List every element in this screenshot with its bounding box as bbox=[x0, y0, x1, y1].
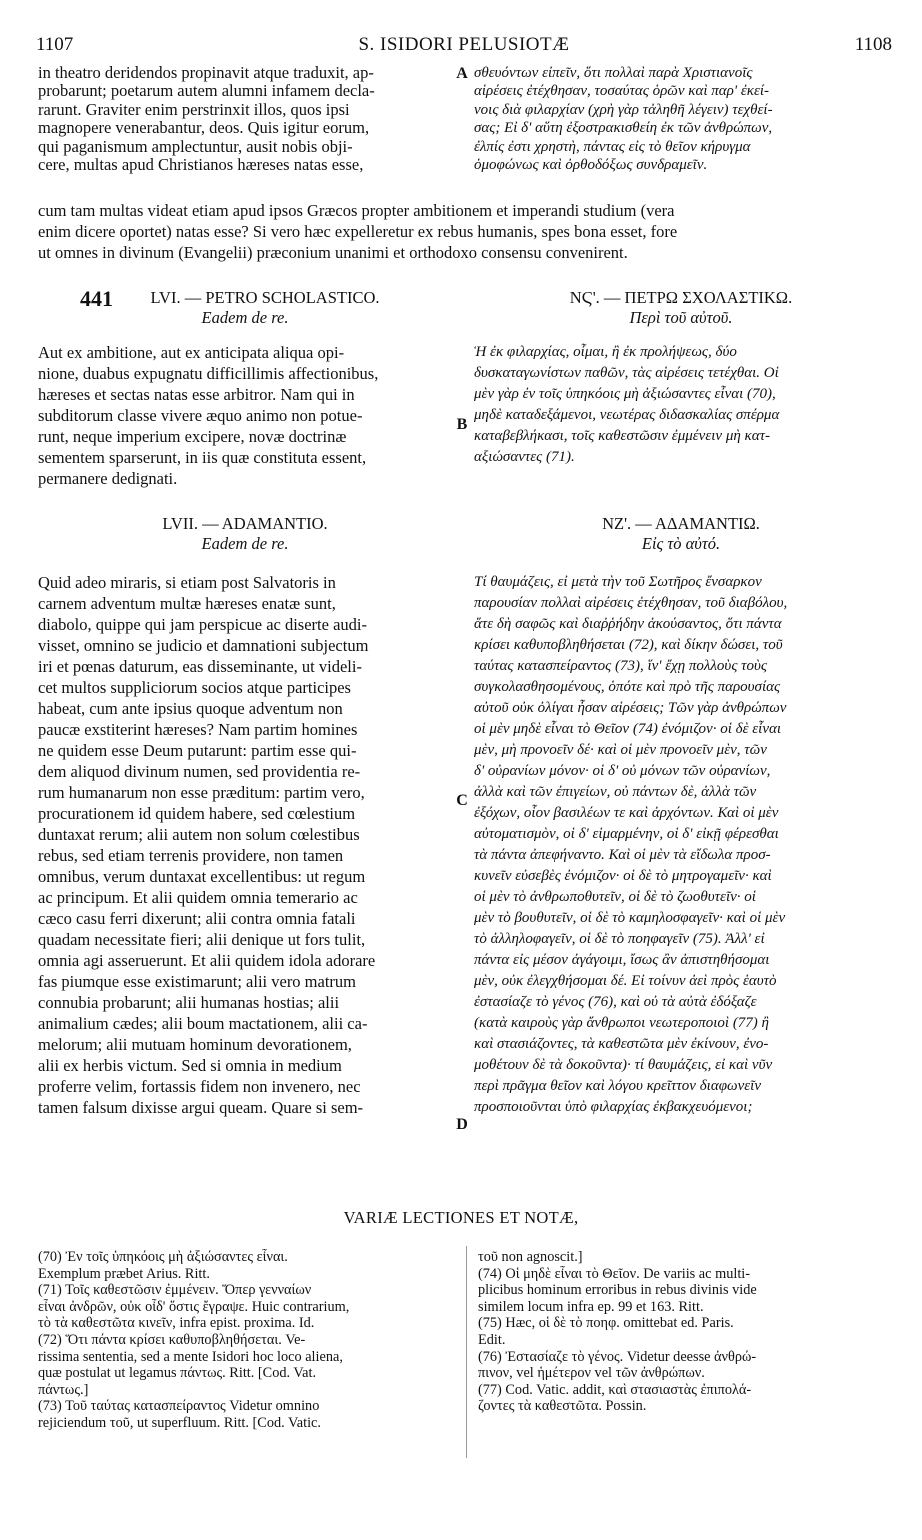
running-title: S. ISIDORI PELUSIOTÆ bbox=[358, 34, 570, 55]
text-line: σας; Εἰ δ' αὕτη ἐξοστρακισθείη ἐκ τῶν ἀνθρώπων, bbox=[474, 120, 773, 137]
margin-marker-c: C bbox=[456, 792, 468, 809]
note-line: (74) Οἱ μηδὲ εἶναι τὸ Θεῖον. De variis ac multi- bbox=[478, 1265, 751, 1282]
note-line: rissima sententia, sed a mente Isidori hoc loco aliena, bbox=[38, 1348, 343, 1365]
note-line: (73) Τοῦ ταύτας κατασπείραντος Videtur omnino bbox=[38, 1398, 320, 1415]
text-line: animalium cædes; alii boum mactationem, alii ca- bbox=[38, 1014, 368, 1033]
left-column-number: 1107 bbox=[36, 34, 74, 55]
text-line: in theatro deridendos propinavit atque traduxit, ap- bbox=[38, 64, 374, 82]
letter56-greek-subtitle: Περὶ τοῦ αὐτοῦ. bbox=[629, 308, 733, 327]
text-line: hæreses et sectas natas esse arbitror. Nam qui in bbox=[38, 385, 355, 404]
text-line: enim dicere oportet) natas esse? Si vero hæc expelleretur ex rebus humanis, spes bona esset, fore bbox=[38, 222, 678, 241]
text-line: paucæ exstiterint hæreses? Nam partim homines bbox=[38, 720, 358, 739]
text-line: καὶ στασιάζοντες, τὰ καθεστῶτα μὲν ἐκίνουν, ἐνο- bbox=[474, 1036, 769, 1052]
note-line: similem locum infra ep. 99 et 163. Ritt. bbox=[478, 1298, 704, 1315]
text-line: iri et pœnas daturum, eas disseminante, ut videli- bbox=[38, 657, 362, 676]
text-line: σθευόντων εἰπεῖν, ὅτι πολλαὶ παρὰ Χριστιανοῖς bbox=[474, 65, 753, 81]
text-line: οἱ μὲν μηδὲ εἶναι τὸ Θεῖον (74) ἐνόμιζον· οἱ δὲ εἶναι bbox=[474, 721, 782, 737]
text-line: αἱρέσεις ἐτέχθησαν, τοσαύτας ὁρῶν καὶ παρ' ἐκεί- bbox=[474, 83, 770, 100]
note-line: (72) Ὅτι πάντα κρίσει καθυποβληθήσεται. Ve- bbox=[38, 1331, 306, 1348]
note-line: πάντως.] bbox=[38, 1381, 89, 1398]
column-number-marker: 441 bbox=[80, 286, 113, 311]
letter57-latin-text bbox=[38, 572, 452, 1118]
text-line: cæco casu ferri dixerunt; alii contra omnia fatali bbox=[38, 909, 356, 928]
text-line: ἐλπίς ἐστι χρηστὴ, πάντας εἰς τὸ θεῖον κήρυγμα bbox=[474, 138, 751, 155]
text-line: diabolo, quippe qui jam perspicue ac diserte audi- bbox=[38, 615, 367, 634]
note-line: (71) Τοῖς καθεστῶσιν ἐμμένειν. Ὅπερ γενναίων bbox=[38, 1282, 312, 1299]
text-line: συγκολασθησομένους, ὁπότε καὶ πρὸ τῆς παρουσίας bbox=[474, 679, 781, 695]
letter57-greek-heading bbox=[474, 514, 888, 554]
text-line: magnopere venerabantur, deos. Quis igitur eorum, bbox=[38, 119, 370, 138]
text-line: rebus, sed etiam terrenis providere, non tamen bbox=[38, 846, 344, 865]
note-line: (70) Ἐν τοῖς ὑπηκόοις μὴ ἀξιώσαντες εἶναι. bbox=[38, 1249, 288, 1265]
note-line: quæ postulat ut legamus πάντως. Ritt. [Cod. Vat. bbox=[38, 1365, 317, 1382]
note-line: Exemplum præbet Arius. Ritt. bbox=[38, 1265, 210, 1282]
margin-marker-a: A bbox=[456, 65, 468, 82]
letter57-latin-heading bbox=[38, 514, 452, 554]
text-line: νοις διὰ φιλαρχίαν (χρὴ γὰρ τἀληθῆ λέγειν) τεχθεί- bbox=[474, 101, 773, 118]
letter57-greek-text bbox=[474, 572, 888, 1118]
text-line: δ' οὐρανίων μόνον· οἱ δ' οὐ μόνων τῶν οὐρανίων, bbox=[474, 763, 771, 779]
note-line: εἶναι ἀνδρῶν, οὐκ οἶδ' ὅστις ἔγραψε. Huic contrarium, bbox=[38, 1298, 350, 1315]
note-line: ζοντες τὰ καθεστῶτα. Possin. bbox=[478, 1398, 647, 1415]
note-line: Edit. bbox=[478, 1331, 506, 1348]
letter57-greek-title: ΝΖ'. — ΑΔΑΜΑΝΤΙΩ. bbox=[602, 514, 760, 533]
text-line: δυσκαταγωνίστων παθῶν, τὰς αἱρέσεις τετέχθαι. Οἱ bbox=[474, 365, 779, 381]
text-line: runt, neque imperium excipere, novæ doctrinæ bbox=[38, 427, 347, 446]
text-line: Quid adeo miraris, si etiam post Salvatoris in bbox=[38, 573, 336, 592]
text-line: μηδὲ καταδεξάμενοι, νεωτέρας διδασκαλίας σπέρμα bbox=[474, 407, 780, 423]
text-line: μοθέτουν δὲ τὰ δοκοῦντα)· τί θαυμάζεις, εἰ καὶ νῦν bbox=[474, 1057, 773, 1073]
top-latin-column bbox=[38, 64, 452, 174]
text-line: permanere dedignati. bbox=[38, 469, 178, 488]
text-line: quadam necessitate fieri; alii denique ut fors tulit, bbox=[38, 930, 366, 949]
letter57-latin-title: LVII. — ADAMANTIO. bbox=[162, 514, 328, 533]
text-line: καταβεβλήκασι, τοῖς καθεστῶσιν ἐμμένειν μὴ κατ- bbox=[474, 428, 770, 444]
notes-column-divider bbox=[466, 1246, 467, 1458]
text-line: proferre velim, fortassis fidem non invenero, nec bbox=[38, 1077, 361, 1096]
text-line: tamen falsum dixisse argui queam. Quare si sem- bbox=[38, 1098, 364, 1117]
text-line: omnia agi asseruerunt. Et alii quidem idola adorare bbox=[38, 951, 376, 970]
text-line: qui paganismum amplectuntur, ausit nobis obji- bbox=[38, 137, 353, 156]
text-line: carnem adventum multæ hæreses enatæ sunt, bbox=[38, 594, 336, 613]
letter57-greek-subtitle: Εἰς τὸ αὐτό. bbox=[641, 534, 721, 553]
notes-right-column bbox=[478, 1249, 892, 1415]
text-line: cere, multas apud Christianos hæreses natas esse, bbox=[38, 155, 364, 174]
text-line: κυνεῖν εὐσεβὲς ἐνόμιζον· οἱ δὲ τὸ μητρογαμεῖν· καὶ bbox=[474, 868, 772, 884]
text-line: προσποιοῦνται ὑπὸ φιλαρχίας ἐκβακχευόμενοι; bbox=[474, 1099, 753, 1115]
note-line: τὸ τὰ καθεστῶτα κινεῖν, infra epist. proxima. Id. bbox=[38, 1315, 315, 1332]
text-line: ἐξόχων, οἷον βασιλέων τε καὶ ἀρχόντων. Καὶ οἱ μὲν bbox=[474, 805, 779, 821]
notes-left-column bbox=[38, 1249, 456, 1432]
text-line: visset, omnino se judicio et damnationi subjectum bbox=[38, 636, 369, 655]
text-line: τὸ ἀλληλοφαγεῖν, οἱ δὲ τὸ ποηφαγεῖν (75). Ἀλλ' εἰ bbox=[474, 931, 765, 947]
text-line: μὲν, μὴ προνοεῖν δέ· καὶ οἱ μὲν προνοεῖν μὲν, τῶν bbox=[474, 742, 767, 758]
text-line: μὲν γὰρ ἐν τοῖς ὑπηκόοις μὴ ἀξιώσαντες εἶναι (70), bbox=[474, 386, 776, 402]
letter56-latin-text bbox=[38, 342, 452, 489]
text-line: ἀλλὰ καὶ τῶν ἐπιγείων, οὐ πάντων δὲ, ἀλλὰ τῶν bbox=[474, 784, 757, 800]
text-line: rum humanarum non esse præditum: partim vero, bbox=[38, 783, 365, 802]
note-line: (75) Hæc, οἱ δὲ τὸ ποηφ. omittebat ed. Paris. bbox=[478, 1315, 734, 1332]
text-line: μὲν τὸ βουθυτεῖν, οἱ δὲ τὸ καμηλοσφαγεῖν· καὶ οἱ μὲν bbox=[474, 910, 786, 926]
text-line: sementem sparserunt, in iis quæ constituta essent, bbox=[38, 448, 367, 467]
letter56-latin-heading bbox=[38, 288, 452, 328]
text-line: Ἡ ἐκ φιλαρχίας, οἶμαι, ἢ ἐκ προλήψεως, δύο bbox=[474, 344, 737, 360]
text-line: cet multos suppliciorum socios atque participes bbox=[38, 678, 351, 697]
note-line: (76) Ἐστασίαζε τὸ γένος. Videtur deesse ἀνθρώ- bbox=[478, 1348, 757, 1365]
running-header bbox=[36, 34, 892, 58]
text-line: subditorum classe vivere æquo animo non potue- bbox=[38, 406, 363, 425]
text-line: duntaxat rerum; alii autem non solum cœlestibus bbox=[38, 825, 360, 844]
text-line: melorum; alii mutuam hominum devorationem, bbox=[38, 1035, 352, 1054]
text-line: οἱ μὲν τὸ ἀνθρωποθυτεῖν, οἱ δὲ τὸ ζωοθυτεῖν· οἱ bbox=[474, 889, 756, 905]
top-full-width-text bbox=[38, 200, 886, 263]
text-line: cum tam multas videat etiam apud ipsos Græcos propter ambitionem et imperandi studium (vera bbox=[38, 201, 675, 220]
text-line: αξιώσαντες (71). bbox=[474, 449, 575, 465]
text-line: κρίσει καθυποβληθήσεται (72), καὶ δίκην δώσει, τοῦ bbox=[474, 637, 783, 653]
note-line: πινον, vel ἡμέτερον vel τῶν ἀνθρώπων. bbox=[478, 1365, 705, 1382]
text-line: omnibus, verum duntaxat excellentibus: ut regum bbox=[38, 867, 366, 886]
text-line: rarunt. Graviter enim perstrinxit illos, quos ipsi bbox=[38, 100, 350, 119]
letter56-greek-heading bbox=[474, 288, 888, 328]
text-line: ἐστασίαζε τὸ γένος (76), καὶ οὐ τὰ αὐτὰ ἐδόξαζε bbox=[474, 994, 757, 1010]
text-line: αὐτοματισμὸν, οἱ δ' εἱμαρμένην, οἱ δ' εἰκῇ φέρεσθαι bbox=[474, 826, 779, 842]
text-line: connubia probarunt; alii humanas hostias; alii bbox=[38, 993, 340, 1012]
text-line: τὰ πάντα ἀπεφήναντο. Καὶ οἱ μὲν τὰ εἴδωλα προσ- bbox=[474, 847, 771, 863]
text-line: πάντα εἰς μέσον ἀγάγοιμι, ἴσως ἂν ἀπιστηθήσομαι bbox=[474, 952, 770, 968]
text-line: probarunt; poetarum autem alumni infamem decla- bbox=[38, 82, 375, 101]
letter57-latin-subtitle: Eadem de re. bbox=[201, 534, 289, 553]
text-line: Aut ex ambitione, aut ex anticipata aliqua opi- bbox=[38, 343, 345, 362]
text-line: παρουσίαν πολλαὶ αἱρέσεις ἐτέχθησαν, τοῦ διαβόλου, bbox=[474, 595, 788, 611]
text-line: alii ex herbis victum. Sed si omnia in medium bbox=[38, 1056, 342, 1075]
right-column-number: 1108 bbox=[854, 34, 892, 55]
text-line: (κατὰ καιροὺς γὰρ ἄνθρωποι νεωτεροποιοὶ (77) ἢ bbox=[474, 1015, 769, 1031]
margin-marker-b: B bbox=[456, 416, 468, 433]
text-line: fas piumque esse existimarunt; alii vero matrum bbox=[38, 972, 357, 991]
note-line: τοῦ non agnoscit.] bbox=[478, 1249, 583, 1265]
letter56-latin-title: LVI. — PETRO SCHOLASTICO. bbox=[150, 288, 380, 307]
letter56-greek-text bbox=[474, 342, 888, 468]
text-line: αὐτοῦ οὐκ ὀλίγαι ἦσαν αἱρέσεις; Τῶν γὰρ ἀνθρώπων bbox=[474, 700, 787, 716]
note-line: plicibus hominum erroribus in rebus divinis vide bbox=[478, 1282, 757, 1299]
text-line: habeat, cum ante ipsius quoque adventum non bbox=[38, 699, 343, 718]
top-greek-column bbox=[474, 64, 888, 174]
text-line: procurationem id quidem habere, sed cœlestium bbox=[38, 804, 356, 823]
note-line: rejiciendum τοῦ, ut superfluum. Ritt. [Cod. Vatic. bbox=[38, 1414, 321, 1431]
text-line: ταύτας κατασπείραντος (73), ἵν' ἔχῃ πολλοὺς τοὺς bbox=[474, 658, 767, 674]
text-line: ac principum. Et alii quidem omnia temerario ac bbox=[38, 888, 358, 907]
text-line: dem aliquod divinum numen, sed providentia re- bbox=[38, 762, 361, 781]
margin-marker-d: D bbox=[456, 1116, 468, 1133]
letter56-latin-subtitle: Eadem de re. bbox=[201, 308, 289, 327]
text-line: μὲν, οὐκ ἐλεγχθήσομαι δέ. Εἰ τοίνυν ἀεὶ πρὸς ἑαυτὸ bbox=[474, 973, 777, 989]
letter56-greek-title: ΝϚ'. — ΠΕΤΡΩ ΣΧΟΛΑΣΤΙΚΩ. bbox=[569, 288, 793, 307]
note-line: (77) Cod. Vatic. addit, καὶ στασιαστὰς ἐπιπολά- bbox=[478, 1381, 752, 1398]
text-line: ὁμοφώνως καὶ ὀρθοδόξως συνδραμεῖν. bbox=[474, 156, 708, 173]
text-line: nione, duabus expugnatu difficillimis affectionibus, bbox=[38, 364, 379, 383]
text-line: Τί θαυμάζεις, εἰ μετὰ τὴν τοῦ Σωτῆρος ἔνσαρκον bbox=[474, 574, 762, 590]
text-line: ne quidem esse Deum putarunt: partim esse qui- bbox=[38, 741, 357, 760]
text-line: ut omnes in divinum (Evangelii) præconium unanimi et orthodoxo consensu convenirent. bbox=[38, 243, 628, 262]
text-line: ἅτε δὴ σαφῶς καὶ διαῤῥήδην ἀκούσαντος, ὅτι πάντα bbox=[474, 616, 782, 632]
text-line: περὶ πρᾶγμα θεῖον καὶ λόγου κρεῖττον διαφωνεῖν bbox=[474, 1078, 761, 1094]
notes-heading: VARIÆ LECTIONES ET NOTÆ, bbox=[343, 1208, 579, 1227]
